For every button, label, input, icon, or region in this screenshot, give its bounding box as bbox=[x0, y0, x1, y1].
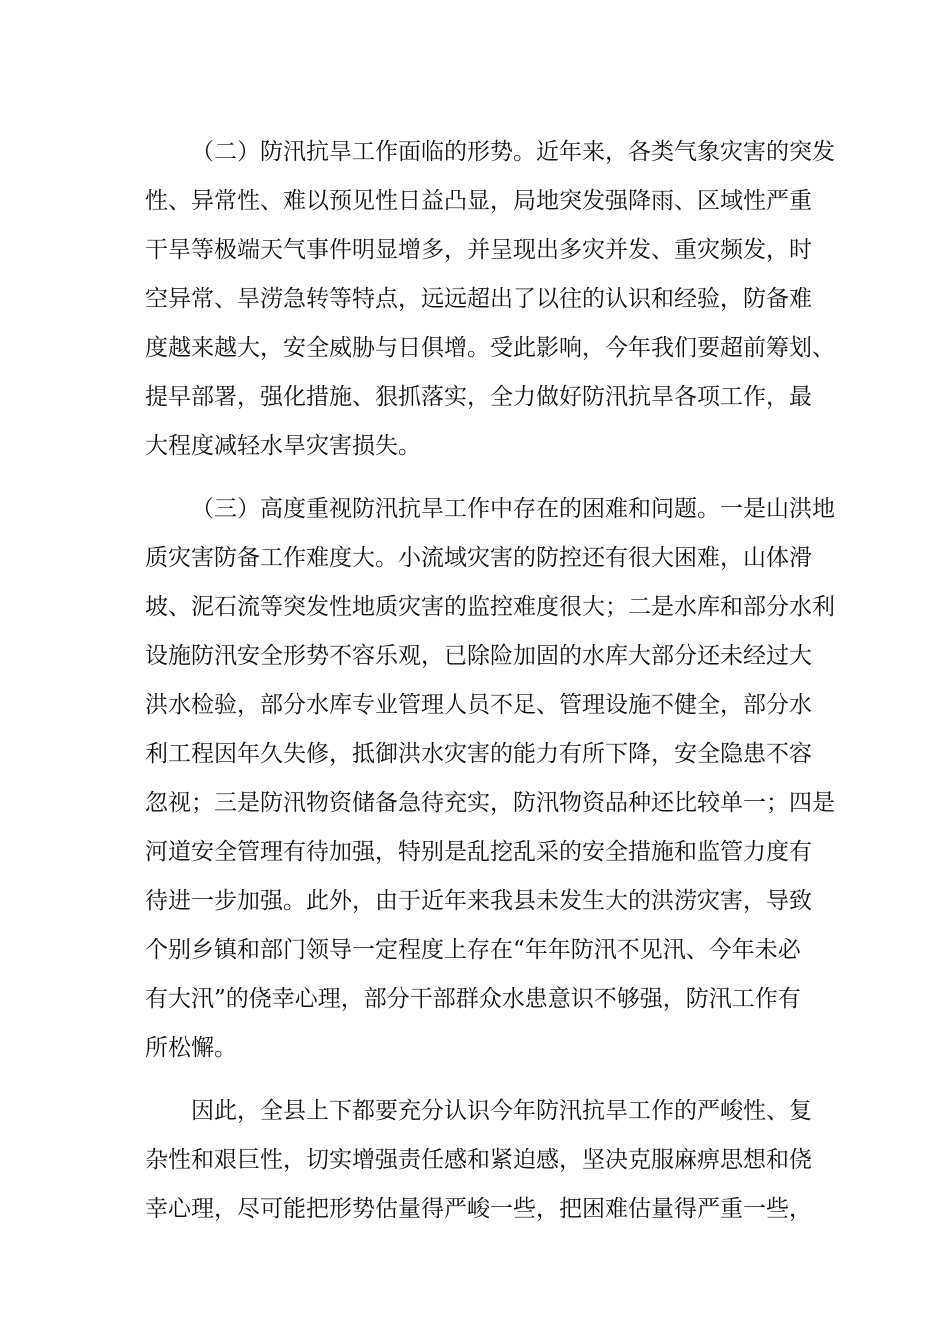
paragraph-conclusion bbox=[145, 1087, 845, 1234]
paragraph-situation bbox=[145, 128, 845, 471]
text-line: 大程度减轻水旱灾害损失。 bbox=[145, 433, 421, 459]
paragraph-spacer bbox=[145, 1073, 845, 1087]
text-line: 有大汛”的侥幸心理，部分干部群众水患意识不够强，防汛工作有 bbox=[145, 986, 801, 1012]
text-line: 空异常、旱涝急转等特点，远远超出了以往的认识和经验，防备难 bbox=[145, 286, 812, 312]
text-line: 个别乡镇和部门领导一定程度上存在“年年防汛不见汛、今年未必 bbox=[145, 937, 801, 963]
text-line: 杂性和艰巨性，切实增强责任感和紧迫感，坚决克服麻痹思想和侥 bbox=[145, 1147, 812, 1173]
paragraph-problems bbox=[145, 485, 845, 1073]
text-line: 所松懈。 bbox=[145, 1035, 237, 1061]
text-line: 质灾害防备工作难度大。小流域灾害的防控还有很大困难，山体滑 bbox=[145, 545, 812, 571]
text-line: 幸心理，尽可能把形势估量得严峻一些，把困难估量得严重一些， bbox=[145, 1196, 812, 1222]
text-line: 度越来越大，安全威胁与日俱增。受此影响，今年我们要超前筹划、 bbox=[145, 335, 835, 361]
text-line: 干旱等极端天气事件明显增多，并呈现出多灾并发、重灾频发，时 bbox=[145, 237, 812, 263]
text-line: 性、异常性、难以预见性日益凸显，局地突发强降雨、区域性严重 bbox=[145, 188, 812, 214]
text-line: 利工程因年久失修，抵御洪水灾害的能力有所下降，安全隐患不容 bbox=[145, 741, 812, 767]
text-line: 设施防汛安全形势不容乐观，已除险加固的水库大部分还未经过大 bbox=[145, 643, 812, 669]
paragraph-spacer bbox=[145, 471, 845, 485]
text-line: （三）高度重视防汛抗旱工作中存在的困难和问题。一是山洪地 bbox=[191, 496, 835, 522]
document-body bbox=[145, 128, 845, 1234]
text-line: 忽视；三是防汛物资储备急待充实，防汛物资品种还比较单一；四是 bbox=[145, 790, 835, 816]
text-line: 洪水检验，部分水库专业管理人员不足、管理设施不健全，部分水 bbox=[145, 692, 812, 718]
text-line: 提早部署，强化措施、狠抓落实，全力做好防汛抗旱各项工作，最 bbox=[145, 384, 812, 410]
text-line: 坡、泥石流等突发性地质灾害的监控难度很大；二是水库和部分水利 bbox=[145, 594, 835, 620]
text-line: 待进一步加强。此外，由于近年来我县未发生大的洪涝灾害，导致 bbox=[145, 888, 812, 914]
text-line: （二）防汛抗旱工作面临的形势。近年来，各类气象灾害的突发 bbox=[191, 139, 835, 165]
text-line: 因此，全县上下都要充分认识今年防汛抗旱工作的严峻性、复 bbox=[191, 1098, 812, 1124]
text-line: 河道安全管理有待加强，特别是乱挖乱采的安全措施和监管力度有 bbox=[145, 839, 812, 865]
